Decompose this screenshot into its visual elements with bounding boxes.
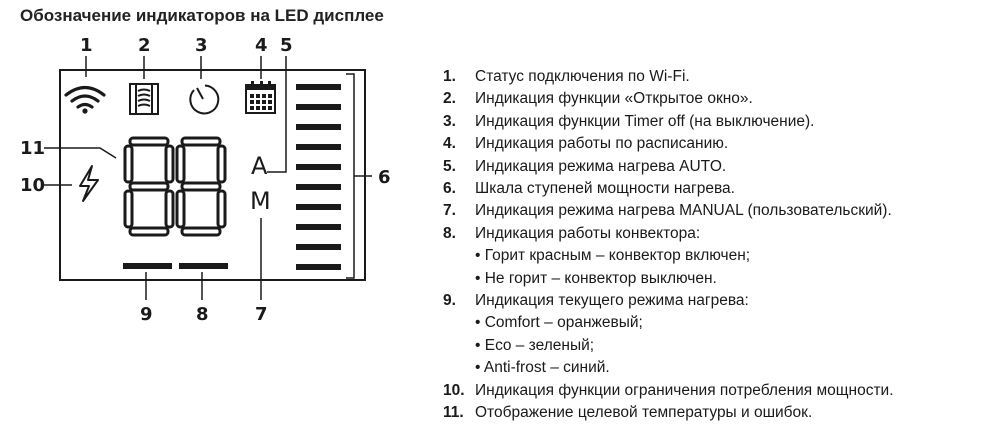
legend-item: 7. Индикация режима нагрева MANUAL (пользовательский).	[443, 202, 892, 220]
timer-icon	[190, 86, 218, 114]
heating-mode-bar	[123, 263, 172, 269]
callout-3: 3	[195, 35, 208, 56]
callout-2: 2	[138, 35, 151, 56]
diagram-title: Обозначение индикаторов на LED дисплее	[20, 6, 384, 25]
legend-item: 2. Индикация функции «Открытое окно».	[443, 90, 753, 108]
open-window-icon	[130, 84, 158, 114]
led-display-diagram	[0, 0, 440, 446]
callout-8: 8	[196, 304, 209, 325]
calendar-icon	[246, 81, 275, 113]
callout-7: 7	[255, 304, 268, 325]
digit-2	[177, 138, 225, 235]
callout-4: 4	[255, 35, 268, 56]
digit-1	[125, 138, 173, 235]
legend-item: 4. Индикация работы по расписанию.	[443, 135, 729, 153]
callout-9: 9	[140, 304, 153, 325]
power-level-scale	[296, 84, 341, 270]
callout-10: 10	[20, 175, 46, 196]
legend-item: 8. Индикация работы конвектора:	[443, 224, 701, 242]
callout-11: 11	[20, 138, 46, 159]
legend-subitem: • Eco – зеленый;	[475, 336, 595, 354]
legend-subitem: • Горит красным – конвектор включен;	[475, 247, 751, 265]
mode-auto-letter: A	[251, 152, 268, 180]
legend-subitem: • Comfort – оранжевый;	[475, 314, 643, 332]
legend-subitem: • Не горит – конвектор выключен.	[475, 269, 717, 287]
legend-item: 11. Отображение целевой температуры и ошибок.	[443, 404, 813, 422]
mode-manual-letter: M	[250, 187, 271, 215]
seven-segment-digits	[125, 138, 225, 235]
legend-item: 6. Шкала ступеней мощности нагрева.	[443, 180, 735, 198]
convector-status-bar	[179, 263, 228, 269]
callout-5: 5	[280, 35, 293, 56]
legend-item: 3. Индикация функции Timer off (на выключение).	[443, 112, 815, 130]
legend-subitem: • Anti-frost – синий.	[475, 359, 610, 377]
legend-item: 9. Индикация текущего режима нагрева:	[443, 292, 749, 310]
legend-item: 5. Индикация режима нагрева AUTO.	[443, 157, 727, 175]
callout-6: 6	[378, 167, 391, 188]
legend-list	[443, 66, 998, 425]
callout-1: 1	[80, 35, 93, 56]
lightning-icon	[80, 166, 98, 201]
legend-item: 1. Статус подключения по Wi-Fi.	[443, 68, 690, 85]
wifi-icon	[66, 88, 104, 108]
wifi-dot	[82, 108, 87, 113]
legend-item: 10. Индикация функции ограничения потребления мощности.	[443, 381, 894, 399]
